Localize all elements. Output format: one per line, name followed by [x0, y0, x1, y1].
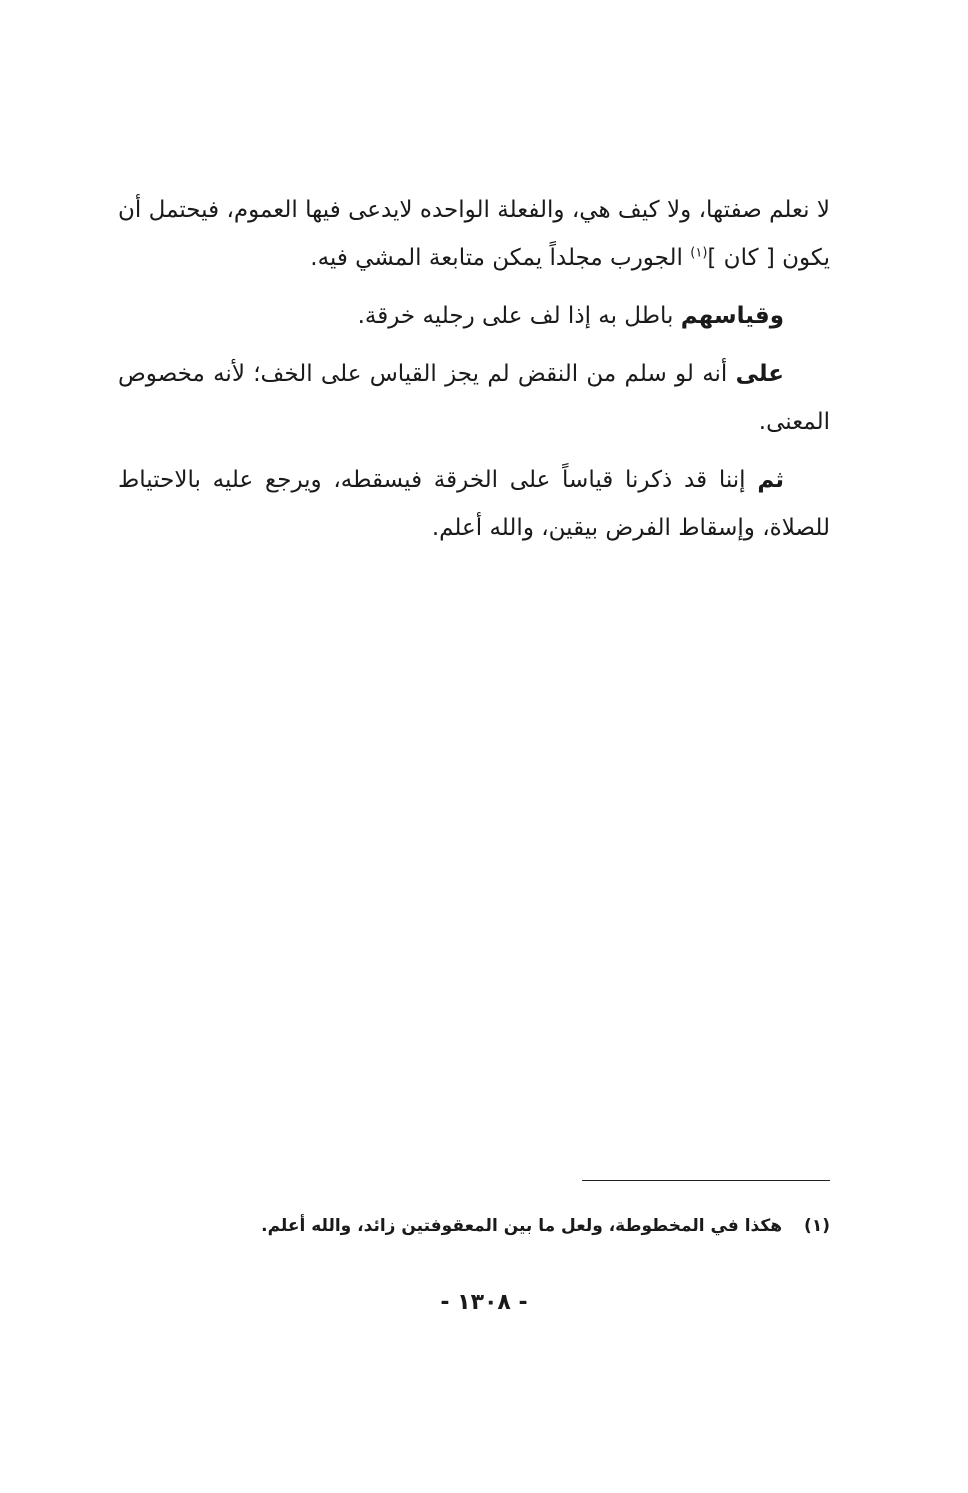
paragraph-1-text-end: الجورب مجلداً يمكن متابعة المشي فيه. [310, 245, 691, 271]
paragraph-3 [118, 350, 830, 446]
footnote-reference: (١) [690, 245, 708, 261]
paragraph-4 [118, 456, 830, 552]
footnote-mark: (١) [804, 1216, 830, 1236]
paragraph-1-text: لا نعلم صفتها، ولا كيف هي، والفعلة الواحده لايدعى فيها العموم، فيحتمل أن يكون [ كان ] [118, 197, 830, 271]
paragraph-1 [118, 186, 830, 282]
page-number: - ١٣٠٨ - [440, 1290, 528, 1315]
paragraph-2 [118, 292, 830, 340]
paragraph-4-lead: ثم [757, 467, 784, 493]
paragraph-3-text: أنه لو سلم من النقض لم يجز القياس على الخف؛ لأنه مخصوص المعنى. [118, 361, 830, 435]
footnote-text: هكذا في المخطوطة، ولعل ما بين المعقوفتين زائد، والله أعلم. [261, 1216, 783, 1236]
paragraph-4-text: إننا قد ذكرنا قياساً على الخرقة فيسقطه، ويرجع عليه بالاحتياط للصلاة، وإسقاط الفرض بيقين، والله أعلم. [118, 467, 830, 541]
main-text [118, 186, 830, 562]
paragraph-2-text: باطل به إذا لف على رجليه خرقة. [357, 303, 681, 329]
paragraph-2-lead: وقياسهم [680, 303, 784, 329]
footnote-divider [582, 1180, 830, 1181]
footnote [261, 1212, 830, 1240]
paragraph-3-lead: على [735, 361, 784, 387]
